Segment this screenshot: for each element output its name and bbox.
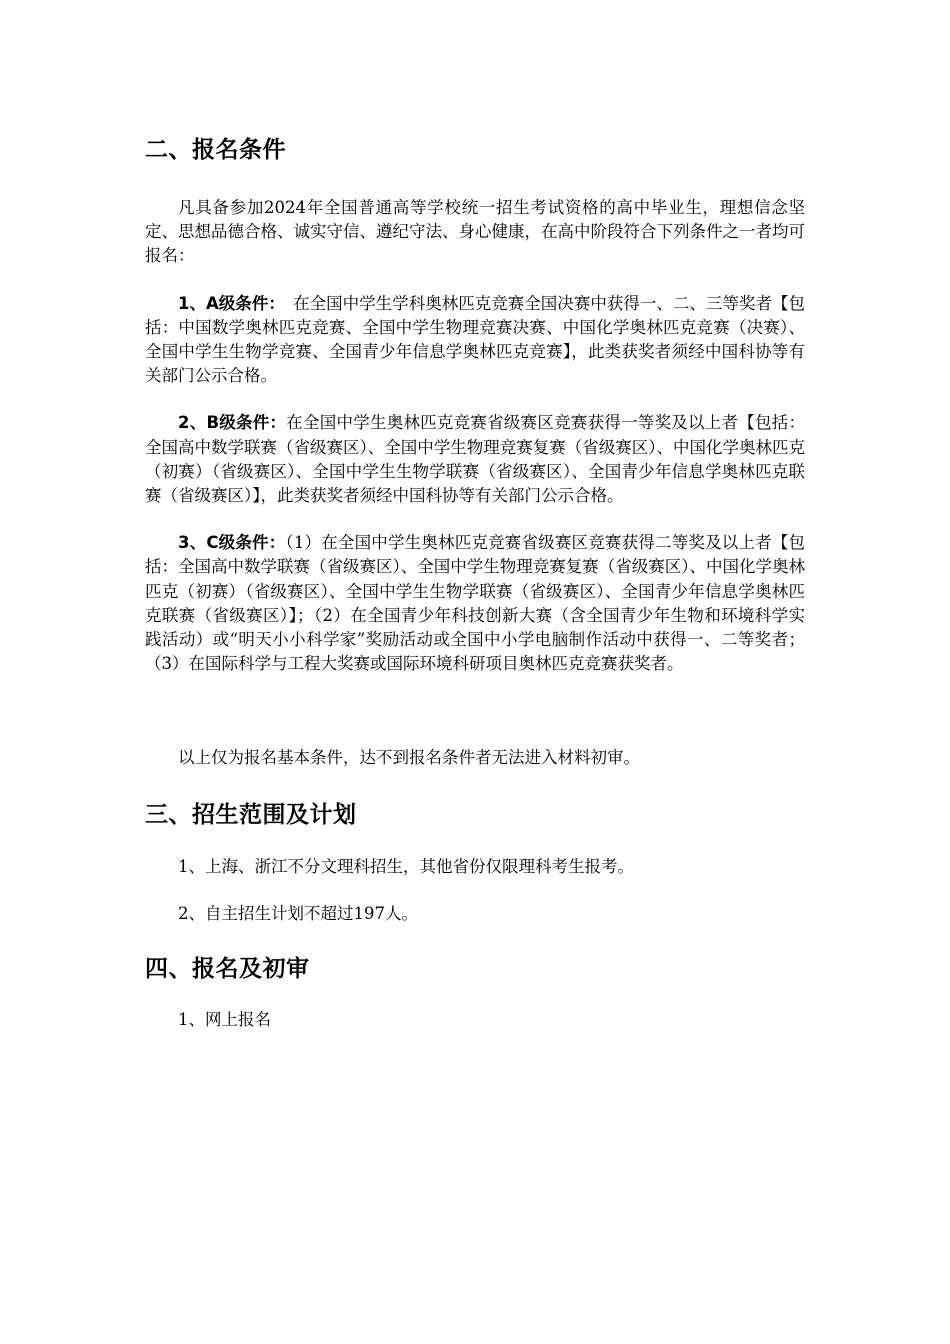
condition-b-text: 在全国中学生奥林匹克竞赛省级赛区竞赛获得一等奖及以上者【包括：全国高中数学联赛（省级赛区）、全国中学生物理竞赛复赛（省级赛区）、中国化学奥林匹克（初赛）（省级赛区）、全国中学生生物学联赛（省级赛区）、全国青少年信息学奥林匹克联赛（省级赛区）】，此类获奖者须经中国科协等有关部门公示合格。: [145, 413, 805, 506]
condition-c-text: （1）在全国中学生奥林匹克竞赛省级赛区竞赛获得二等奖及以上者【包括：全国高中数学联赛（省级赛区）、全国中学生物理竞赛复赛（省级赛区）、中国化学奥林匹克（初赛）（省级赛区）、全国中学生生物学联赛（省级赛区）、全国青少年信息学奥林匹克联赛（省级赛区）】；（2）在全国青少年科技创新大赛（含全国青少年生物和环境科学实践活动）或“明天小小科学家”奖励活动或全国中小学电脑制作活动中获得一、二等奖者；（3）在国际科学与工程大奖赛或国际环境科研项目奥林匹克竞赛获奖者。: [145, 533, 806, 674]
condition-c-label: 3、C级条件：: [178, 533, 286, 553]
conditions-note: 以上仅为报名基本条件，达不到报名条件者无法进入材料初审。: [178, 748, 640, 768]
condition-a-paragraph: [145, 292, 805, 389]
scope-item-1: 1、上海、浙江不分文理科招生，其他省份仅限理科考生报考。: [178, 856, 634, 876]
document-page: [145, 130, 805, 1032]
registration-item-1: 1、网上报名: [178, 1010, 271, 1030]
section-heading-scope-and-plan: 三、招生范围及计划: [145, 801, 357, 828]
intro-paragraph: 凡具备参加2024年全国普通高等学校统一招生考试资格的高中毕业生，理想信念坚定、思想品德合格、诚实守信、遵纪守法、身心健康，在高中阶段符合下列条件之一者均可报名：: [145, 198, 805, 266]
condition-b-paragraph: [145, 411, 805, 508]
condition-a-text: 在全国中学生学科奥林匹克竞赛全国决赛中获得一、二、三等奖者【包括：中国数学奥林匹克竞赛、全国中学生物理竞赛决赛、中国化学奥林匹克竞赛（决赛）、全国中学生生物学竞赛、全国青少年信息学奥林匹克竞赛】，此类获奖者须经中国科协等有关部门公示合格。: [145, 293, 805, 386]
condition-b-label: 2、B级条件：: [178, 413, 287, 433]
condition-a-label: 1、A级条件：: [178, 293, 277, 313]
condition-c-paragraph: [145, 531, 805, 676]
section-heading-registration-and-review: 四、报名及初审: [145, 956, 310, 983]
section-heading-registration-conditions: 二、报名条件: [145, 137, 286, 163]
scope-item-2: 2、自主招生计划不超过197人。: [178, 903, 418, 923]
